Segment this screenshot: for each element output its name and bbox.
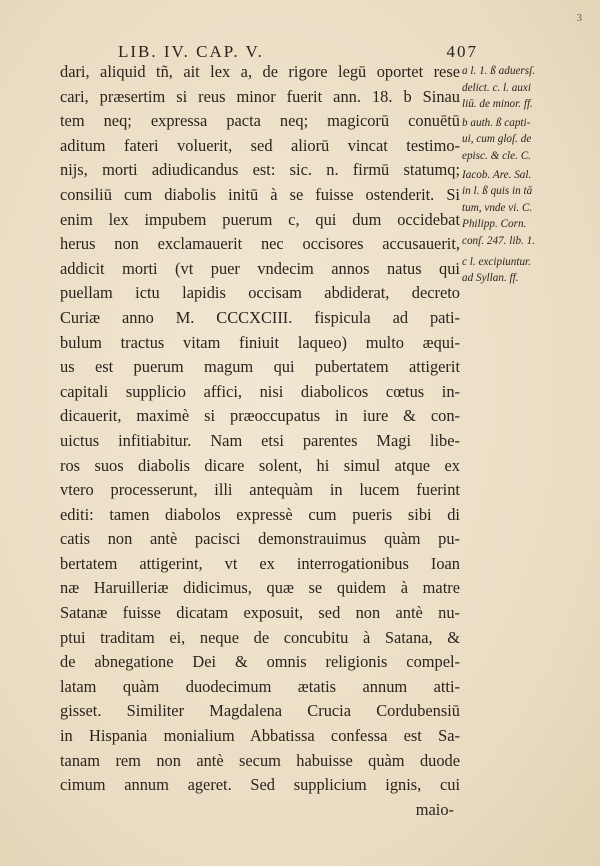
- text-line: puellam ictu lapidis occisam abdiderat, decreto: [60, 283, 460, 303]
- text-line: tem neq; expressa pacta neq; magicorū conuētū: [60, 111, 460, 131]
- marginal-notes: [462, 63, 592, 287]
- text-line: maio-: [415, 799, 454, 819]
- text-line: enim lex impubem puerum c, qui dum occidebat: [60, 209, 460, 229]
- text-line: capitali supplicio affici, nisi diabolicos cœtus in-: [60, 381, 460, 401]
- margin-note-a: [462, 63, 592, 113]
- margin-note-line: b auth. ß capti-: [462, 116, 531, 129]
- text-line: aditum fateri voluerit, sed aliorū vincat testimo-: [60, 135, 460, 155]
- text-line: cimum annum ageret. Sed supplicium ignis, cui: [60, 775, 460, 795]
- text-line: us est puerum magum qui pubertatem attigerit: [60, 357, 460, 377]
- text-line: editi: tamen diabolos expressè cum pueris sibi di: [60, 504, 460, 524]
- margin-note-line: episc. & cle. C.: [462, 149, 531, 162]
- text-line: dicauerit, maximè si præoccupatus in iure & con-: [60, 406, 460, 426]
- corner-mark: 3: [576, 12, 582, 24]
- text-line: Satanæ fuisse dicatam exposuit, sed non antè nu-: [60, 603, 460, 623]
- main-text-block: [60, 60, 460, 822]
- text-line: ros suos diabolis dicare solent, hi simul atque ex: [60, 455, 460, 475]
- text-line: Curiæ anno M. CCCXCIII. fispicula ad pati-: [60, 307, 460, 327]
- margin-note-line: a l. 1. ß aduersſ.: [462, 65, 536, 77]
- text-line: in Hispania monialium Abbatissa confessa est Sa-: [60, 726, 460, 746]
- text-line: uictus infitiabitur. Nam etsi parentes Magi libe-: [60, 430, 460, 450]
- text-line: addicit morti (vt puer vndecim annos natus qui: [60, 258, 460, 278]
- margin-note-b: [462, 115, 592, 165]
- text-line: bertatem attigerint, vt ex interrogationibus Ioan: [60, 553, 460, 573]
- text-line: dari, aliquid tñ, ait lex a, de rigore legū oportet rese: [60, 62, 460, 81]
- text-line: consiliū cum diabolis initū à se fuisse ostenderit. Si: [60, 184, 460, 204]
- text-line: tanam rem non antè secum habuisse quàm duode: [60, 750, 460, 770]
- text-line: herus non exclamauerit nec occisores accusauerit,: [60, 234, 460, 254]
- text-line: bulum tractus vitam finiuit laqueo) multo æqui-: [60, 332, 460, 352]
- text-line: nijs, morti adiudicandus est: sic. n. firmū statumq;: [60, 160, 460, 180]
- running-title: LIB. IV. CAP. V.: [118, 42, 264, 61]
- text-line: cari, præsertim si reus minor fuerit ann. 18. b Sinau: [60, 86, 460, 106]
- page-number: 407: [446, 42, 478, 61]
- margin-note-line: in l. ß quis in tā: [462, 185, 533, 198]
- text-line: de abnegatione Dei & omnis religionis compel-: [60, 652, 460, 672]
- margin-note-line: delict. c. l. auxi: [462, 81, 531, 94]
- text-line: vtero processerunt, illi antequàm in lucem fuerint: [60, 480, 460, 500]
- text-line: catis non antè pacisci demonstrauimus quàm pu-: [60, 529, 460, 549]
- margin-note-line: liū. de minor. ff.: [462, 98, 533, 111]
- margin-note-line: conſ. 247. lib. 1.: [462, 234, 536, 247]
- margin-note-line: ad Syllan. ff.: [462, 272, 519, 285]
- margin-note-line: Philipp. Corn.: [462, 218, 527, 231]
- text-line: ptui traditam ei, neque de concubitu à Satana, &: [60, 627, 460, 647]
- margin-note-line: Iacob. Are. Sal.: [462, 168, 532, 181]
- margin-note-c: [462, 167, 592, 250]
- margin-note-d: [462, 254, 592, 287]
- text-line: næ Haruilleriæ didicimus, quæ se quidem à matre: [60, 578, 460, 598]
- text-line: latam quàm duodecimum ætatis annum atti-: [60, 676, 460, 696]
- margin-note-line: ui, cum gloſ. de: [462, 133, 532, 146]
- margin-note-line: tum, vnde vi. C.: [462, 201, 533, 214]
- margin-note-line: c l. excipiuntur.: [462, 255, 531, 268]
- text-line: gisset. Similiter Magdalena Crucia Cordubensiū: [60, 701, 460, 721]
